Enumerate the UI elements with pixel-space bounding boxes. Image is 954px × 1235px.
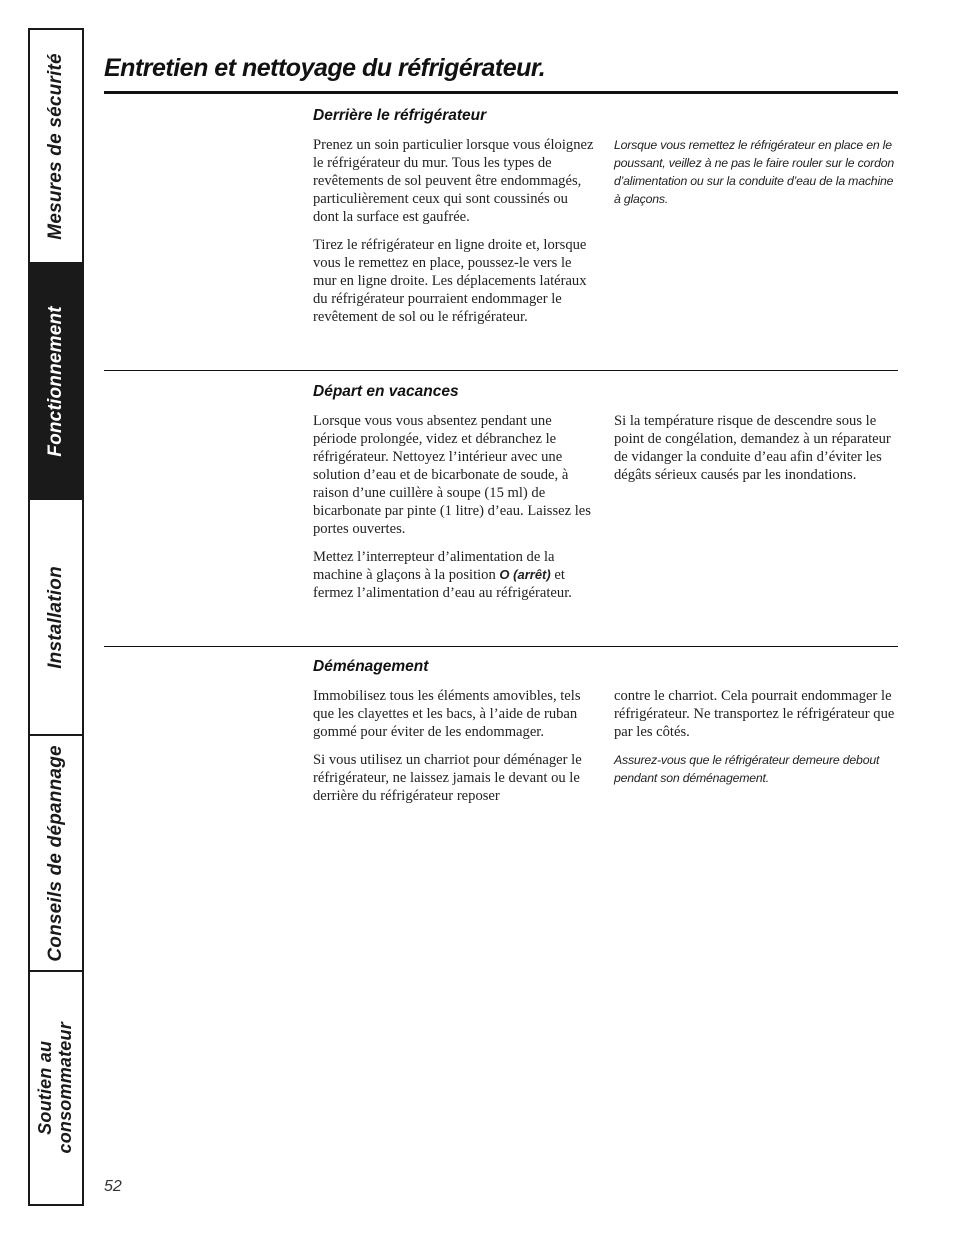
text-before: Mettez l’interrepteur d’alimentation de la machine à glaçons à la position bbox=[313, 549, 555, 583]
paragraph bbox=[313, 548, 596, 602]
text-after: et fermez l’alimentation d’eau au réfrigérateur. bbox=[313, 567, 572, 601]
section-depart-en-vacances bbox=[313, 383, 898, 612]
paragraph: Si vous utilisez un charriot pour déménager le réfrigérateur, ne laissez jamais le devant ou le derrière du réfrigérateur reposer bbox=[313, 752, 582, 804]
paragraph: Tirez le réfrigérateur en ligne droite et, lorsque vous le remettez en place, poussez-le vers le mur en ligne droite. Les déplacements latéraux du réfrigérateur pourraient endommager le revêtement de sol ou le réfrigérateur. bbox=[313, 237, 587, 325]
section-demenagement bbox=[313, 658, 898, 815]
right-column bbox=[614, 412, 897, 612]
tab-installation[interactable] bbox=[30, 500, 82, 736]
tab-fonctionnement[interactable] bbox=[30, 264, 82, 500]
section-heading: Déménagement bbox=[313, 658, 429, 675]
left-column bbox=[313, 412, 596, 612]
section-heading: Départ en vacances bbox=[313, 383, 459, 400]
tab-label: Soutien au consommateur bbox=[35, 1022, 75, 1154]
paragraph: Si la température risque de descendre sous le point de congélation, demandez à un réparateur de vidanger la conduite d’eau afin d’éviter les dégâts sérieux causés par les inondations. bbox=[614, 413, 891, 483]
note: Lorsque vous remettez le réfrigérateur en place en le poussant, veillez à ne pas le faire rouler sur le cordon d’alimentation ou sur la conduite d’eau de la machine à glaçons. bbox=[614, 138, 894, 206]
right-column bbox=[614, 136, 897, 336]
left-column bbox=[313, 136, 596, 336]
tab-label: Installation bbox=[44, 565, 66, 669]
note: Assurez-vous que le réfrigérateur demeure debout pendant son déménagement. bbox=[614, 753, 880, 785]
page-title: Entretien et nettoyage du réfrigérateur. bbox=[104, 54, 546, 82]
off-position-label: O (arrêt) bbox=[499, 567, 551, 582]
tab-mesures-de-securite[interactable] bbox=[30, 30, 82, 264]
section-divider bbox=[104, 370, 898, 371]
section-heading: Derrière le réfrigérateur bbox=[313, 107, 487, 124]
paragraph: contre le charriot. Cela pourrait endommager le réfrigérateur. Ne transportez le réfrigérateur que par les côtés. bbox=[614, 688, 895, 740]
paragraph: Immobilisez tous les éléments amovibles, tels que les clayettes et les bacs, à l’aide de ruban gommé pour éviter de les endommager. bbox=[313, 688, 581, 740]
page-number: 52 bbox=[104, 1178, 122, 1195]
paragraph: Prenez un soin particulier lorsque vous éloignez le réfrigérateur du mur. Tous les types de revêtements de sol peuvent être endommagés, particulièrement ceux qui sont coussinés ou dont la surface est gaufrée. bbox=[313, 137, 594, 225]
tab-conseils-de-depannage[interactable] bbox=[30, 736, 82, 972]
tab-label: Fonctionnement bbox=[44, 305, 66, 457]
side-tab-navigation bbox=[28, 28, 84, 1206]
tab-label: Conseils de dépannage bbox=[44, 744, 66, 962]
title-divider bbox=[104, 91, 898, 94]
section-derriere-le-refrigerateur bbox=[313, 107, 898, 336]
paragraph: Lorsque vous vous absentez pendant une période prolongée, videz et débranchez le réfrigérateur. Nettoyez l’intérieur avec une solution d’eau et de bicarbonate de soude, à raison d’une cuillère à soupe (15 ml) de bicarbonate par pinte (1 litre) d’eau. Laissez les portes ouvertes. bbox=[313, 413, 591, 537]
left-column bbox=[313, 687, 596, 815]
tab-soutien-au-consommateur[interactable] bbox=[30, 972, 82, 1204]
right-column bbox=[614, 687, 897, 815]
section-divider bbox=[104, 646, 898, 647]
tab-label: Mesures de sécurité bbox=[44, 52, 66, 240]
